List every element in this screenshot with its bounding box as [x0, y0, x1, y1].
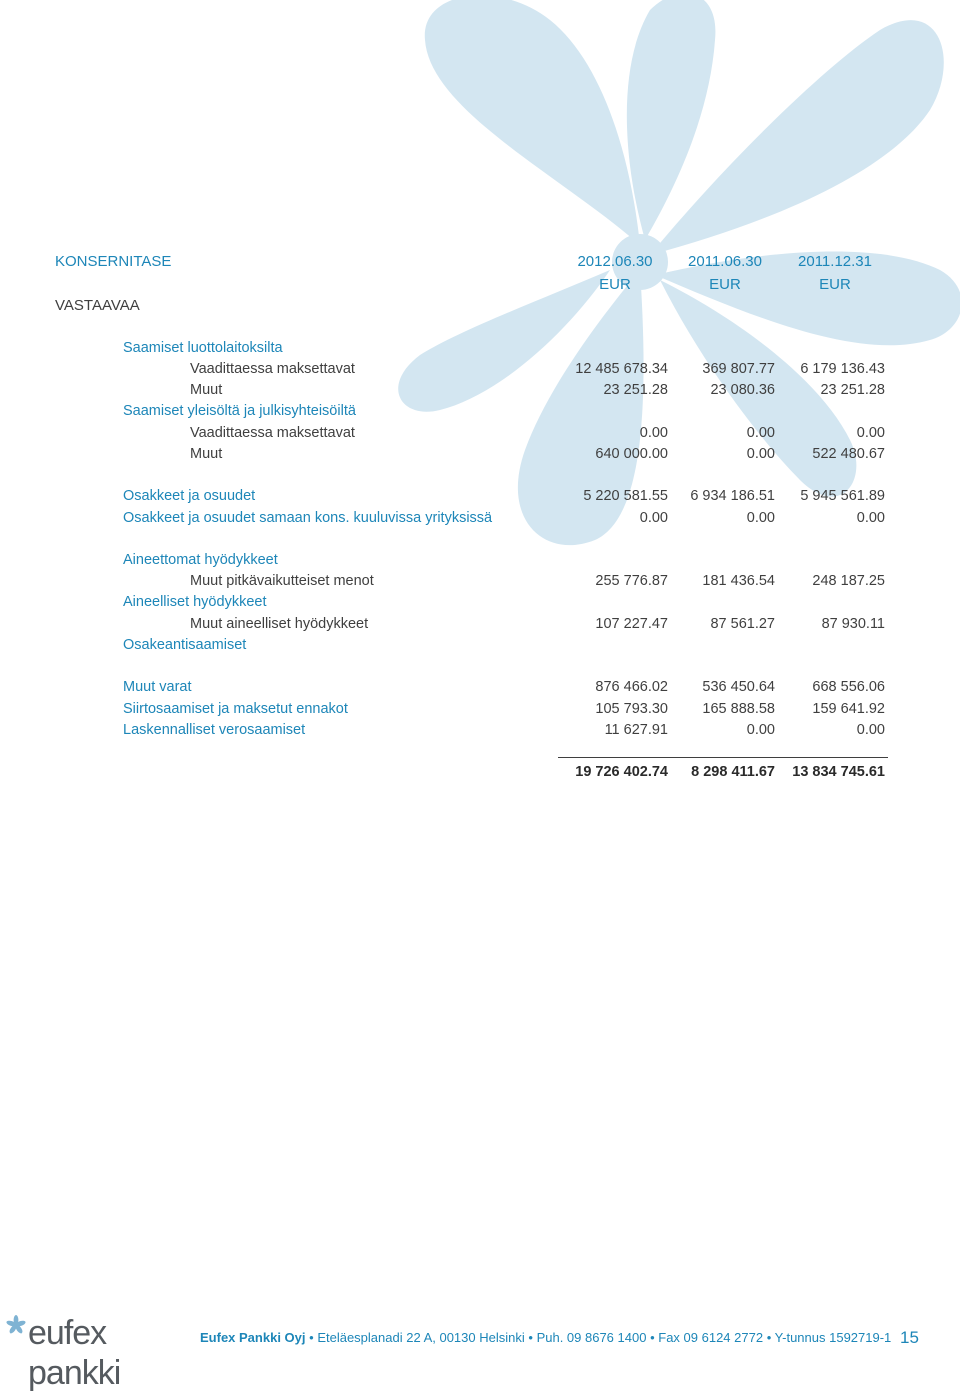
date-column-2: 2011.06.30 [688, 253, 762, 270]
date-column-3: 2011.12.31 [798, 253, 872, 270]
row-value: 6 179 136.43 [800, 361, 885, 377]
row-value: 105 793.30 [595, 701, 668, 717]
total-value: 8 298 411.67 [691, 764, 775, 780]
row-label: Osakkeet ja osuudet samaan kons. kuuluvissa yrityksissä [123, 510, 493, 526]
row-value: 0.00 [856, 510, 885, 526]
row-value: 11 627.91 [604, 722, 668, 738]
row-value: 0.00 [856, 722, 885, 738]
currency-column-3: EUR [819, 276, 851, 293]
row-value: 87 930.11 [821, 616, 885, 632]
row-value: 0.00 [746, 722, 775, 738]
row-value: 876 466.02 [595, 679, 668, 695]
row-value: 23 251.28 [820, 382, 885, 398]
row-value: 640 000.00 [595, 446, 668, 462]
row-label: Muut varat [123, 679, 192, 695]
row-label: Muut pitkävaikutteiset menot [190, 573, 374, 589]
group-label: Aineettomat hyödykkeet [123, 552, 278, 568]
row-label: Muut [190, 382, 223, 398]
footer-address: Eteläesplanadi 22 A, 00130 Helsinki [317, 1330, 525, 1345]
row-label: Osakkeet ja osuudet [123, 488, 256, 504]
row-value: 5 945 561.89 [800, 488, 885, 504]
row-value: 0.00 [746, 425, 775, 441]
currency-column-1: EUR [599, 276, 631, 293]
row-value: 522 480.67 [812, 446, 885, 462]
group-label: Osakeantisaamiset [123, 637, 247, 653]
row-value: 668 556.06 [812, 679, 885, 695]
row-value: 23 080.36 [710, 382, 775, 398]
row-value: 87 561.27 [710, 616, 775, 632]
row-value: 248 187.25 [812, 573, 885, 589]
footer-line: Eufex Pankki Oyj • Eteläesplanadi 22 A, 00130 Helsinki • Puh. 09 8676 1400 • Fax 09 6124 2772 • Y-tunnus 1592719-1 [200, 1330, 892, 1345]
row-value: 23 251.28 [603, 382, 668, 398]
logo-text: eufex pankki [28, 1314, 121, 1392]
row-label: Vaadittaessa maksettavat [190, 361, 355, 377]
page-title: KONSERNITASE [55, 253, 172, 270]
row-value: 5 220 581.55 [583, 488, 668, 504]
row-value: 536 450.64 [702, 679, 775, 695]
footer-company: Eufex Pankki Oyj [200, 1330, 306, 1345]
row-label: Vaadittaessa maksettavat [190, 425, 355, 441]
total-value: 19 726 402.74 [575, 764, 668, 780]
row-label: Muut aineelliset hyödykkeet [190, 616, 369, 632]
row-value: 0.00 [639, 425, 668, 441]
group-label: Saamiset yleisöltä ja julkisyhteisöiltä [123, 403, 356, 419]
row-label: Muut [190, 446, 223, 462]
row-value: 165 888.58 [702, 701, 775, 717]
section-heading: VASTAAVAA [55, 297, 140, 314]
row-value: 159 641.92 [812, 701, 885, 717]
footer-fax: Fax 09 6124 2772 [658, 1330, 764, 1345]
row-value: 0.00 [639, 510, 668, 526]
currency-column-2: EUR [709, 276, 741, 293]
row-value: 0.00 [746, 510, 775, 526]
group-label: Saamiset luottolaitoksilta [123, 340, 283, 356]
row-value: 181 436.54 [702, 573, 775, 589]
page-number: 15 [900, 1328, 919, 1347]
group-label: Aineelliset hyödykkeet [123, 594, 267, 610]
row-value: 255 776.87 [595, 573, 668, 589]
row-label: Siirtosaamiset ja maksetut ennakot [123, 701, 348, 717]
date-column-1: 2012.06.30 [577, 253, 653, 270]
row-value: 0.00 [746, 446, 775, 462]
row-label: Laskennalliset verosaamiset [123, 722, 306, 738]
row-value: 369 807.77 [702, 361, 775, 377]
row-value: 0.00 [856, 425, 885, 441]
row-value: 12 485 678.34 [575, 361, 668, 377]
footer-business-id: Y-tunnus 1592719-1 [774, 1330, 892, 1345]
total-value: 13 834 745.61 [792, 764, 885, 780]
row-value: 6 934 186.51 [690, 488, 775, 504]
totals-divider [558, 757, 888, 758]
footer-phone: Puh. 09 8676 1400 [536, 1330, 647, 1345]
row-value: 107 227.47 [595, 616, 668, 632]
